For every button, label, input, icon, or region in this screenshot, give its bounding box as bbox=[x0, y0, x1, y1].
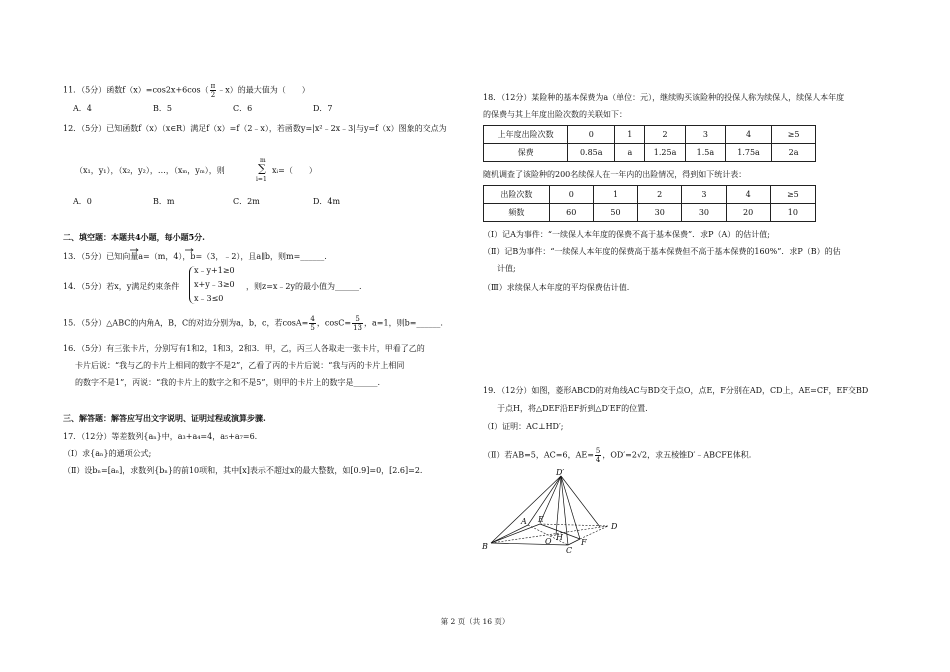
label-F: F bbox=[581, 538, 587, 547]
q19-fraction-AE bbox=[595, 447, 601, 464]
table-cell: 20 bbox=[726, 204, 770, 222]
q11-stem-a: 11．（5分）函数f（x）=cos2x+6cos（ bbox=[63, 85, 209, 95]
table-cell: 1.25a bbox=[645, 144, 685, 162]
q19-line-2: 于点H，将△DEF沿EF折到△D′EF的位置. bbox=[497, 404, 648, 413]
label-A: A bbox=[521, 517, 527, 526]
table-cell: 4 bbox=[725, 126, 771, 144]
label-B: B bbox=[482, 542, 488, 551]
label-D: D bbox=[611, 522, 618, 531]
q14-condition-2: x+y﹣3≥0 bbox=[194, 280, 235, 289]
q19-line-1: 19．（12分）如图，菱形ABCD的对角线AC与BD交于点O，点E，F分别在AD，CD上，AE=CF，EF交BD bbox=[483, 386, 869, 395]
q11-choice-c: C．6 bbox=[233, 104, 253, 113]
q12-stem: 12．（5分）已知函数f（x）（x∈R）满足f（x）=f（2﹣x），若函数y=|x²﹣2x﹣3|与y=f（x）图象的交点为 bbox=[63, 124, 447, 133]
q18-mid: 随机调查了该险种的200名续保人在一年内的出险情况，得到如下统计表： bbox=[483, 170, 747, 179]
q19-frac-num: 5 bbox=[595, 447, 601, 455]
q16-line-1: 16．（5分）有三张卡片，分别写有1和2，1和3，2和3．甲，乙，丙三人各取走一张卡片，甲看了乙的 bbox=[63, 344, 425, 353]
q15-f2-num: 5 bbox=[352, 315, 363, 324]
q11-choice-d: D．7 bbox=[313, 104, 333, 113]
q15-part-c: ，a=1，则b=______. bbox=[364, 318, 443, 328]
vector-arrow-a bbox=[130, 249, 138, 252]
pyramid-figure bbox=[480, 465, 630, 555]
table-cell: 60 bbox=[549, 204, 593, 222]
table-cell: 0 bbox=[568, 126, 615, 144]
table-cell: 50 bbox=[593, 204, 637, 222]
table-cell: 4 bbox=[726, 186, 770, 204]
table-cell: 30 bbox=[682, 204, 726, 222]
edge-DD bbox=[561, 476, 600, 527]
q19-frac-den: 4 bbox=[595, 456, 601, 464]
q15-fraction-cosC bbox=[352, 315, 363, 332]
q12-sum-bottom: i=1 bbox=[256, 176, 267, 183]
label-D-prime: D′ bbox=[556, 468, 565, 477]
table-cell: 0.85a bbox=[568, 144, 615, 162]
table-cell: a bbox=[615, 144, 645, 162]
table-cell: 2 bbox=[645, 126, 685, 144]
table-cell: 出险次数 bbox=[484, 186, 550, 204]
q13-stem: 13．（5分）已知向量a=（m，4），b=（3，﹣2），且a∥b，则m=______. bbox=[63, 252, 327, 261]
q12-sum-tail: xᵢ=（ ） bbox=[272, 166, 317, 175]
q14-tail: ，则z=x﹣2y的最小值为______. bbox=[246, 282, 362, 291]
section3-heading: 三、解答题：解答应写出文字说明、证明过程或演算步骤. bbox=[63, 413, 266, 423]
table-cell: ≥5 bbox=[772, 126, 816, 144]
table-cell: 频数 bbox=[484, 204, 550, 222]
q15-f1-den: 5 bbox=[310, 324, 315, 332]
table-cell: 1 bbox=[593, 186, 637, 204]
q12-sum-top: m bbox=[260, 157, 266, 164]
q19-part-2 bbox=[483, 447, 751, 464]
q12-choice-b: B．m bbox=[153, 197, 175, 206]
q17-line-1: 17．（12分）等差数列{aₙ}中，a₃+a₄=4，a₅+a₇=6. bbox=[63, 432, 258, 441]
q14-condition-3: x﹣3≤0 bbox=[194, 294, 224, 303]
q15-fraction-cosA bbox=[309, 315, 315, 332]
q18-part-3: （Ⅲ）求续保人本年度的平均保费估计值. bbox=[483, 283, 630, 292]
q18-intro-2: 的保费与其上年度出险次数的关联如下： bbox=[483, 110, 627, 119]
premium-table bbox=[483, 125, 816, 162]
q18-part-1: （Ⅰ）记A为事件：“一续保人本年度的保费不高于基本保费”．求P（A）的估计值; bbox=[483, 230, 770, 239]
table-cell: 10 bbox=[770, 204, 815, 222]
table-cell: 1.5a bbox=[685, 144, 725, 162]
q12-choice-c: C．2m bbox=[233, 197, 260, 206]
table-cell: 上年度出险次数 bbox=[484, 126, 568, 144]
q18-part-2-cont: 计值; bbox=[497, 264, 516, 273]
q19-line-3: （Ⅰ）证明：AC⊥HD′; bbox=[483, 422, 564, 431]
label-O: O bbox=[545, 537, 552, 546]
q15-f1-num: 4 bbox=[310, 315, 315, 323]
label-E: E bbox=[538, 515, 544, 524]
q12-sum-sign: ∑ bbox=[258, 162, 266, 175]
table-cell: 3 bbox=[682, 186, 726, 204]
premium-table-row-header bbox=[484, 126, 816, 144]
q12-points: （x₁，y₁），（x₂，y₂），…，（xₘ，yₘ），则 bbox=[75, 166, 225, 175]
table-cell: 2 bbox=[638, 186, 682, 204]
q15-part-a: 15．（5分）△ABC的内角A，B，C的对边分别为a，b，c，若cosA= bbox=[63, 318, 309, 328]
frequency-table-row-header bbox=[484, 186, 816, 204]
q19-part2-b: ，OD′=2√2，求五棱锥D′﹣ABCFE体积. bbox=[602, 450, 752, 460]
q18-part-2: （Ⅱ）记B为事件：“一续保人本年度的保费高于基本保费但不高于基本保费的160%”．求P（B）的估 bbox=[483, 247, 841, 256]
q19-part2-a: （Ⅱ）若AB=5，AC=6，AE= bbox=[483, 450, 594, 460]
q17-line-2: （Ⅰ）求{aₙ}的通项公式; bbox=[63, 449, 152, 458]
vector-arrow-b bbox=[185, 249, 193, 252]
q14-stem: 14．（5分）若x，y满足约束条件 bbox=[63, 282, 180, 291]
edge-DB bbox=[491, 476, 561, 543]
table-cell: 3 bbox=[685, 126, 725, 144]
table-cell: 1.75a bbox=[725, 144, 771, 162]
label-H: H bbox=[556, 533, 563, 542]
table-cell: 0 bbox=[549, 186, 593, 204]
table-cell: 30 bbox=[638, 204, 682, 222]
q16-line-2: 卡片后说：“我与乙的卡片上相同的数字不是2”，乙看了丙的卡片后说：“我与丙的卡片上相同 bbox=[75, 361, 405, 370]
q15-part-b: ，cosC= bbox=[316, 318, 352, 328]
q18-intro-1: 18．（12分）某险种的基本保费为a（单位：元），继续购买该险种的投保人称为续保人，续保人本年度 bbox=[483, 93, 845, 102]
q11-stem-b: ﹣x）的最大值为（ ） bbox=[217, 85, 310, 95]
table-cell: 1 bbox=[615, 126, 645, 144]
frequency-table-row-values bbox=[484, 204, 816, 222]
q12-choice-d: D．4m bbox=[313, 197, 341, 206]
table-cell: 保费 bbox=[484, 144, 568, 162]
edge-BE bbox=[491, 524, 540, 543]
section2-heading: 二、填空题：本题共4小题，每小题5分. bbox=[63, 232, 205, 242]
q11-frac-den: 2 bbox=[210, 91, 216, 99]
q16-line-3: 的数字不是1”，丙说：“我的卡片上的数字之和不是5”，则甲的卡片上的数字是______. bbox=[75, 378, 380, 387]
edge-DA bbox=[528, 476, 561, 525]
q11-frac-num: π bbox=[210, 82, 216, 90]
label-C: C bbox=[566, 546, 573, 555]
q12-choice-a: A．0 bbox=[73, 197, 92, 206]
premium-table-row-values bbox=[484, 144, 816, 162]
q15-f2-den: 13 bbox=[353, 324, 363, 332]
page-footer: 第 2 页（共 16 页） bbox=[440, 617, 510, 626]
q11-choice-b: B．5 bbox=[153, 104, 172, 113]
table-cell: ≥5 bbox=[770, 186, 815, 204]
q15-stem bbox=[63, 315, 443, 332]
edge-CF bbox=[568, 539, 580, 545]
edge-BC bbox=[491, 543, 568, 545]
q17-line-3: （Ⅱ）设bₙ=[aₙ]，求数列{bₙ}的前10项和，其中[x]表示不超过x的最大整数，如[0.9]=0，[2.6]=2. bbox=[63, 466, 423, 475]
frequency-table bbox=[483, 185, 816, 222]
q11-choice-a: A．4 bbox=[73, 104, 92, 113]
table-cell: 2a bbox=[772, 144, 816, 162]
q14-condition-1: x﹣y+1≥0 bbox=[194, 266, 235, 275]
